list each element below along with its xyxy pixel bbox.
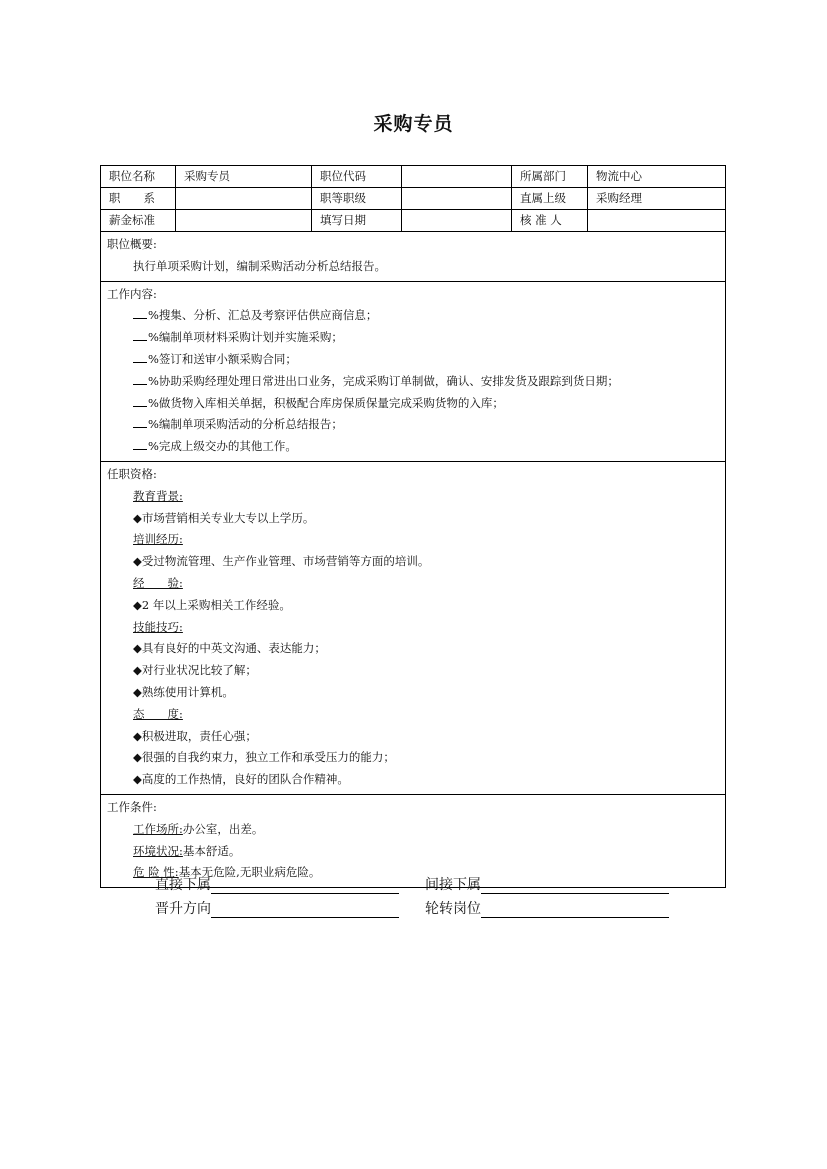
indirect-subordinate-label: 间接下属: [425, 877, 481, 893]
qualification-item: ◆受过物流管理、生产作业管理、市场营销等方面的培训。: [133, 554, 430, 569]
direct-subordinate-blank: [211, 877, 399, 894]
condition-value: 基本舒适。: [182, 843, 241, 858]
duty-text: %做货物入库相关单据，积极配合库房保质保量完成采购货物的入库；: [148, 395, 504, 410]
condition-label: 环境状况:: [133, 843, 183, 858]
qualification-item: ◆市场营销相关专业大专以上学历。: [133, 510, 315, 525]
info-label-cell: 职 系: [101, 188, 176, 209]
info-label-cell: 职位代码: [312, 166, 402, 187]
qualification-group-label-line: [101, 704, 725, 726]
qualification-group-label-line: [101, 486, 725, 508]
qualification-item: ◆高度的工作热情，良好的团队合作精神。: [133, 772, 349, 787]
info-value-cell: [176, 210, 312, 231]
info-row: [101, 166, 725, 188]
percent-blank: [133, 372, 147, 385]
duty-text: %签订和送审小额采购合同；: [148, 351, 297, 366]
qualification-list: [101, 486, 725, 791]
percent-blank: [133, 328, 147, 341]
summary-text: 执行单项采购计划，编制采购活动分析总结报告。: [133, 258, 386, 273]
duty-text: %编制单项采购活动的分析总结报告；: [148, 417, 343, 432]
condition-value: 办公室，出差。: [182, 821, 264, 836]
info-label-cell: 核 准 人: [512, 210, 588, 231]
qualification-item: ◆对行业状况比较了解；: [133, 663, 257, 678]
info-row: [101, 210, 725, 232]
direct-subordinate-label: 直接下属: [155, 877, 211, 893]
duty-item: [101, 393, 725, 415]
duty-item: [101, 349, 725, 371]
info-value-cell: 采购经理: [596, 191, 642, 205]
duty-item: [101, 414, 725, 436]
promotion-path-blank: [211, 901, 399, 918]
qualification-group-label: 技能技巧:: [133, 619, 183, 634]
condition-value: 基本无危险,无职业病危险。: [178, 865, 321, 880]
info-label-cell: 直属上级: [512, 188, 588, 209]
duty-item: [101, 327, 725, 349]
direct-subordinate-field: [155, 874, 425, 894]
job-description-form: [100, 165, 726, 888]
footer-row-2: [155, 898, 715, 918]
info-label-cell: 所属部门: [512, 166, 588, 187]
indirect-subordinate-field: [425, 874, 695, 894]
promotion-path-field: [155, 898, 425, 918]
info-value-cell: [402, 166, 512, 187]
duties-section: [101, 282, 725, 462]
qualification-group-label-line: [101, 617, 725, 639]
duty-item: [101, 371, 725, 393]
qualification-group-label: 经 验:: [133, 575, 183, 590]
info-value-cell: [588, 210, 725, 231]
duty-text: %搜集、分析、汇总及考察评估供应商信息；: [148, 308, 378, 323]
footer-row-1: [155, 874, 715, 894]
condition-label: 工作场所:: [133, 821, 183, 836]
qualification-group-label-line: [101, 529, 725, 551]
page-title: 采购专员: [373, 113, 454, 135]
info-value-cell: 物流中心: [596, 169, 642, 183]
rotation-position-label: 轮转岗位: [425, 901, 481, 917]
qualifications-heading: 任职资格:: [107, 466, 157, 481]
info-value-cell: [176, 188, 312, 209]
duty-text: %编制单项材料采购计划并实施采购；: [148, 330, 343, 345]
duty-list: [101, 305, 725, 458]
qualification-group-label-line: [101, 573, 725, 595]
percent-blank: [133, 394, 147, 407]
condition-label: 危 险 性:: [133, 865, 179, 880]
percent-blank: [133, 306, 147, 319]
info-table: [101, 166, 725, 232]
qualification-item: ◆2 年以上采购相关工作经验。: [133, 597, 291, 612]
qualification-group-label: 培训经历:: [133, 532, 183, 547]
rotation-position-field: [425, 898, 695, 918]
qualifications-section: [101, 462, 725, 795]
promotion-path-label: 晋升方向: [155, 901, 211, 917]
percent-blank: [133, 415, 147, 428]
qualification-item: ◆具有良好的中英文沟通、表达能力；: [133, 641, 326, 656]
duty-text: %协助采购经理处理日常进出口业务，完成采购订单制做，确认、安排发货及跟踪到货日期；: [148, 373, 619, 388]
qualification-item: ◆熟练使用计算机。: [133, 684, 234, 699]
condition-item: [101, 819, 725, 841]
qualification-group-label: 态 度:: [133, 706, 183, 721]
percent-blank: [133, 437, 147, 450]
conditions-heading: 工作条件:: [107, 799, 157, 814]
info-label-cell: 薪金标准: [101, 210, 176, 231]
percent-blank: [133, 350, 147, 363]
summary-heading: 职位概要:: [107, 237, 157, 251]
duties-heading: 工作内容:: [107, 286, 157, 301]
info-label-cell: 职位名称: [101, 166, 176, 187]
qualification-item: ◆很强的自我约束力，独立工作和承受压力的能力；: [133, 750, 395, 765]
condition-item: [101, 841, 725, 863]
info-value-cell: [402, 188, 512, 209]
qualification-group-label: 教育背景:: [133, 488, 183, 503]
info-row: [101, 188, 725, 210]
duty-item: [101, 305, 725, 327]
duty-item: [101, 436, 725, 458]
info-label-cell: 填写日期: [312, 210, 402, 231]
info-label-cell: 职等职级: [312, 188, 402, 209]
indirect-subordinate-blank: [481, 877, 669, 894]
info-value-cell: [402, 210, 512, 231]
info-value-cell: 采购专员: [176, 166, 312, 187]
summary-section: [101, 232, 725, 282]
qualification-item: ◆积极进取，责任心强；: [133, 728, 257, 743]
duty-text: %完成上级交办的其他工作。: [148, 439, 297, 454]
rotation-position-blank: [481, 901, 669, 918]
